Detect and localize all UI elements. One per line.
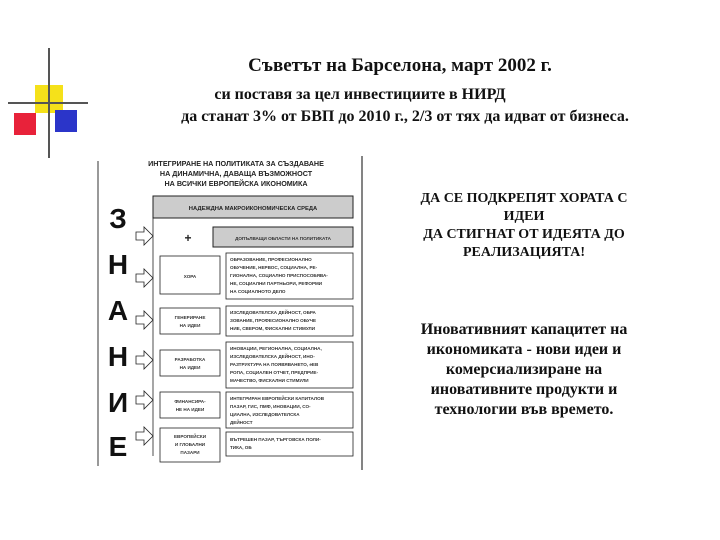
support-people-text	[374, 190, 674, 262]
row4-text-4: ДЕЙНОСТ	[230, 420, 253, 425]
idea-generation-box	[160, 308, 220, 334]
slide-subtitle-line1: си поставя за цел инвестициите в НИРД	[214, 86, 506, 103]
row3-text-1: ИНОВАЦИИ, РЕГИОНАЛНА, СОЦИАЛНА,	[230, 346, 322, 351]
row4-text-3: ЦИАЛНА, ИЗСЛЕДОВАТЕЛСКА	[230, 412, 300, 417]
row4-text-1: ИНТЕГРИРАН ЕВРОПЕЙСКИ КАПИТАЛОВ	[230, 396, 325, 401]
markets-label-1: ЕВРОПЕЙСКИ	[173, 434, 207, 439]
support-line-1: ДА СЕ ПОДКРЕПЯТ ХОРАТА С	[420, 191, 628, 206]
innovation-line-3: комерсиализиране на	[445, 361, 603, 378]
idea-generation-label-1: ГЕНЕРИРАНЕ	[174, 315, 206, 320]
slide-subtitle-line2: да станат 3% от БВП до 2010 г., 2/3 от тях да идват от бизнеса.	[181, 108, 629, 125]
row3-text-3: РАЗТРУКТУРА НА ПОЯВЯВАНЕТО, еЕВ	[230, 362, 319, 367]
diagram-header-line-1: ИНТЕГРИРАНЕ НА ПОЛИТИКАТА ЗА СЪЗДАВАНЕ	[148, 159, 324, 168]
row5-text-2: ТИКА, ОБ	[230, 445, 252, 450]
vertical-letter-3: А	[107, 295, 129, 326]
row1-text-1: ОБРАЗОВАНИЕ, ПРОФЕСИОНАЛНО	[230, 257, 312, 262]
diagram-header-line-2: НА ДИНАМИЧНА, ДАВАЩА ВЪЗМОЖНОСТ	[159, 169, 313, 178]
row1-text-2: ОБУЧЕНИЕ, НЕРВОС, СОЦИАЛНА, РЕ-	[230, 265, 318, 270]
row5-text-1: ВЪТРЕШЕН ПАЗАР, ТЪРГОВСКА ПОЛИ-	[230, 437, 321, 442]
people-label: ХОРА	[183, 274, 197, 279]
idea-financing-box	[160, 392, 220, 418]
markets-label-2: И ГЛОБАЛНИ	[174, 442, 206, 447]
row2-text-2: ЗОВАНИЕ, ПРОФЕСИОНАЛНО ОБУЧЕ	[230, 318, 317, 323]
decor-red-square	[14, 113, 36, 135]
innovation-line-5: технологии във времето.	[434, 401, 614, 418]
support-line-2: ИДЕИ	[503, 209, 545, 224]
row1-text-3: ГИОНАЛНА, СОЦИАЛНО ПРИСПОСОБЯВА-	[230, 273, 328, 278]
row1-text-4: НЕ, СОЦИАЛНИ ПАРТНЬОРИ, РЕФОРМИ	[230, 281, 323, 286]
idea-generation-label-2: НА ИДЕИ	[179, 323, 201, 328]
support-line-3: ДА СТИГНАТ ОТ ИДЕЯТА ДО	[423, 227, 625, 242]
innovation-line-4: иновативните продукти и	[430, 381, 618, 398]
idea-financing-label-1: ФИНАНСИРА-	[174, 399, 206, 404]
vertical-letter-1: З	[109, 203, 127, 234]
diagram-header-line-3: НА ВСИЧКИ ЕВРОПЕЙСКА ИКОНОМИКА	[164, 179, 308, 188]
vertical-letter-6: Е	[108, 431, 128, 462]
vertical-letter-5: И	[107, 387, 129, 418]
vertical-letter-4: Н	[107, 341, 129, 372]
row1-text-5: НА СОЦИАЛНОТО ДЕЛО	[230, 289, 286, 294]
complementary-policy-label: ДОПЪЛВАЩИ ОБЛАСТИ НА ПОЛИТИКАТА	[235, 236, 331, 241]
idea-development-label-1: РАЗРАБОТКА	[174, 357, 206, 362]
row3-text-5: МАЧЕСТВО, ФИСКАЛНИ СТИМУЛИ	[230, 378, 309, 383]
lisbon-strategy-diagram	[96, 156, 366, 470]
markets-label-3: ПАЗАРИ	[180, 450, 200, 455]
idea-financing-label-2: НЕ НА ИДЕИ	[175, 407, 205, 412]
row4-text-2: ПАЗАР, ГИС, ПМФ, ИНОВАЦИИ, СО-	[230, 404, 311, 409]
innovation-line-1: Иновативният капацитет на	[420, 321, 628, 338]
plus-sign: +	[184, 231, 192, 245]
row2-text-3: НИЕ, СВЕРОМ, ФИСКАЛНИ СТИМУЛИ	[230, 326, 316, 331]
support-line-4: РЕАЛИЗАЦИЯТА!	[462, 245, 586, 260]
innovation-line-2: икономиката - нови идеи и	[426, 341, 622, 358]
slide-title: Съветът на Барселона, март 2002 г.	[248, 55, 552, 76]
row3-text-2: ИЗСЛЕДОВАТЕЛСКА ДЕЙНОСТ, ИНО-	[230, 354, 315, 359]
row3-text-4: РОПА, СОЦИАЛЕН ОТЧЕТ, ПРЕДПРИЕ-	[230, 370, 318, 375]
decor-blue-square	[55, 110, 77, 132]
innovation-capacity-text	[374, 320, 674, 420]
vertical-letter-2: Н	[107, 249, 129, 280]
idea-development-label-2: НА ИДЕИ	[179, 365, 201, 370]
row2-text-1: ИЗСЛЕДОВАТЕЛСКА ДЕЙНОСТ, ОБРА	[230, 310, 316, 315]
arrow-icon	[136, 227, 153, 445]
decor-horizontal-line	[8, 102, 88, 104]
macro-environment-label: НАДЕЖДНА МАКРОИКОНОМИЧЕСКА СРЕДА	[188, 206, 318, 212]
idea-development-box	[160, 350, 220, 376]
